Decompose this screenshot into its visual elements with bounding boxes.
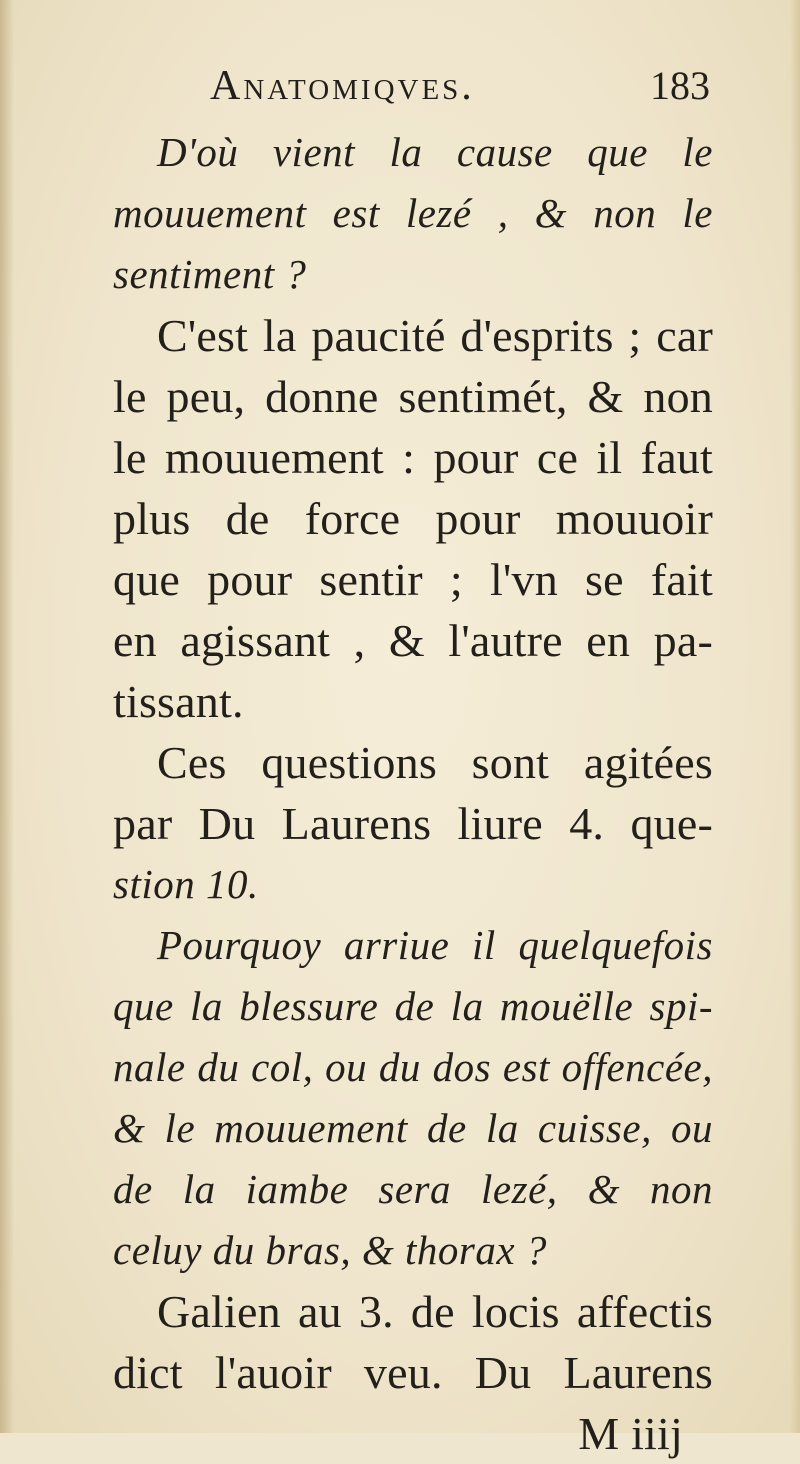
page-header: [110, 62, 710, 122]
text-line: que pour sentir ; l'vn se fait: [113, 554, 713, 605]
text-line: plus de force pour mouuoir: [113, 493, 713, 544]
body-text: [113, 122, 713, 1464]
text-line: Ces questions sont agitées: [157, 737, 713, 788]
text-line: en agissant , & l'autre en pa-: [113, 615, 713, 666]
text-line: Pourquoy arriue il quelquefois: [157, 922, 713, 968]
text-line: Galien au 3. de locis affectis: [157, 1286, 713, 1337]
text-line: celuy du bras, & thorax ?: [113, 1227, 547, 1273]
text-line: sentiment ?: [113, 251, 307, 297]
text-line: tissant.: [113, 676, 244, 727]
text-line: par Du Laurens liure 4. que-: [113, 798, 713, 849]
running-head: Anatomiqves.: [210, 63, 475, 109]
text-line: le peu, donne sentimét, & non: [113, 371, 713, 422]
text-line: de la iambe sera lezé, & non: [113, 1166, 713, 1212]
text-line: que la blessure de la mouëlle spi-: [113, 983, 713, 1029]
text-line: C'est la paucité d'esprits ; car: [157, 310, 713, 361]
page-number: 183: [650, 63, 710, 108]
text-line: stion 10.: [113, 861, 259, 907]
text-line: le mouuement : pour ce il faut: [113, 432, 713, 483]
text-line: mouuement est lezé , & non le: [113, 190, 713, 236]
text-line: & le mouuement de la cuisse, ou: [113, 1105, 713, 1151]
text-line: D'où vient la cause que le: [157, 129, 713, 175]
text-line: nale du col, ou du dos est offencée,: [113, 1044, 713, 1090]
signature-mark: M iiij: [578, 1408, 683, 1459]
text-line: dict l'auoir veu. Du Laurens: [113, 1347, 713, 1398]
